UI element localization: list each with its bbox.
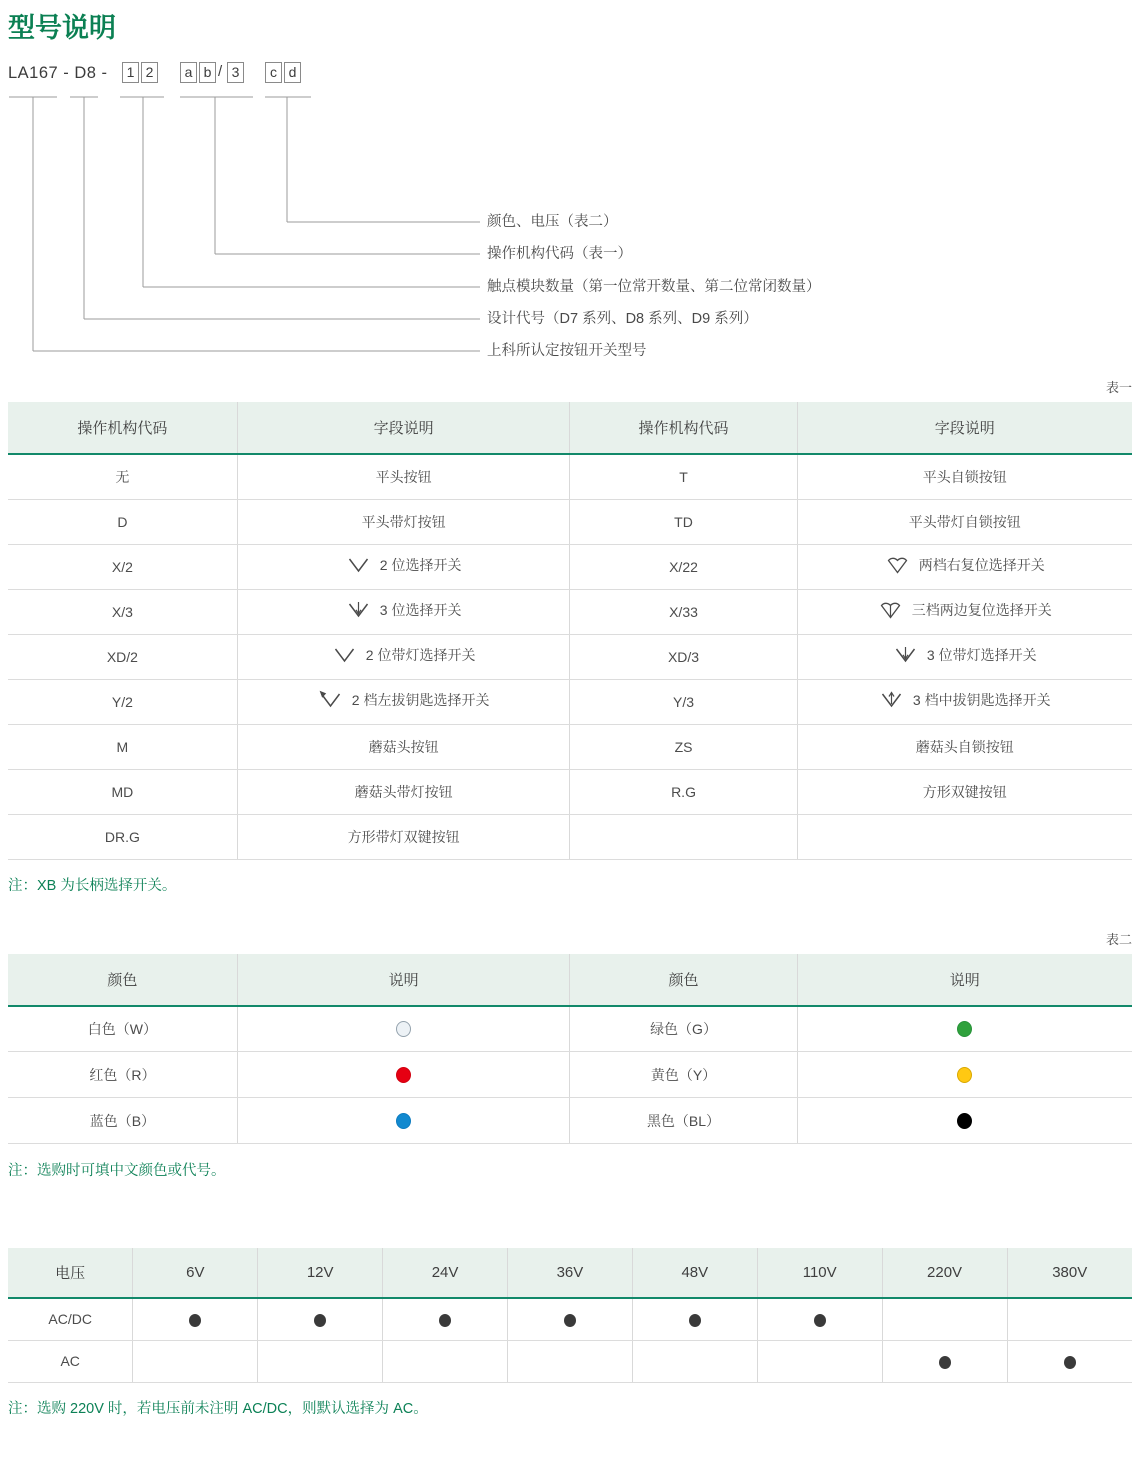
black-color-dot-icon [957,1113,972,1129]
table1-header-cell: 操作机构代码 [8,402,237,454]
field-desc-cell [797,454,1132,499]
field-desc-text: 方形双键按钮 [922,783,1007,800]
callout-operator-code: 操作机构代码（表一） [487,246,632,262]
field-desc-cell [797,724,1132,769]
table1-row [8,544,1132,589]
field-desc [362,512,446,532]
voltage-header-row [8,1248,1132,1298]
available-dot-icon [439,1314,451,1327]
table1-row [8,634,1132,679]
operator-code-cell: DR.G [8,814,237,859]
field-desc-cell [237,544,570,589]
color-name-cell: 绿色（G） [570,1006,797,1052]
available-dot-icon [314,1314,326,1327]
callout-design-code: 设计代号（D7 系列、D8 系列、D9 系列） [487,311,758,327]
voltage-availability-cell [632,1340,757,1382]
table1-row [8,679,1132,724]
voltage-availability-cell [1007,1298,1132,1340]
callout-color-voltage: 颜色、电压（表二） [487,214,618,230]
color-name-cell: 白色（W） [8,1006,237,1052]
voltage-availability-cell [508,1298,633,1340]
operator-code-table [8,402,1132,860]
field-desc [332,645,476,665]
red-color-dot-icon [396,1067,411,1083]
field-desc-cell [237,589,570,634]
field-desc [376,467,432,487]
operator-code-cell: D [8,499,237,544]
selector-2pos-icon [346,555,371,575]
field-desc [923,782,1007,802]
table1-row [8,454,1132,499]
table2-header-cell: 说明 [797,954,1132,1006]
field-desc-cell [237,814,570,859]
voltage-availability-cell [757,1340,882,1382]
table2-row [8,1052,1132,1098]
model-slash: / [218,63,223,80]
model-box-a: a [180,62,197,83]
field-desc [346,555,462,575]
voltage-header-cell: 电压 [8,1248,133,1298]
field-desc-text: 平头带灯自锁按钮 [908,513,1021,530]
field-desc-cell [797,589,1132,634]
voltage-availability-cell [882,1340,1007,1382]
color-swatch-cell [797,1098,1132,1144]
available-dot-icon [814,1314,826,1327]
blue-color-dot-icon [396,1113,411,1129]
selector-3pos-icon [346,600,371,620]
field-desc-cell [237,634,570,679]
operator-code-cell: Y/2 [8,679,237,724]
voltage-availability-cell [383,1298,508,1340]
operator-code-cell: M [8,724,237,769]
field-desc-text: 3 位带灯选择开关 [926,647,1037,663]
operator-code-cell: X/33 [570,589,797,634]
operator-code-cell: TD [570,499,797,544]
field-desc-cell [797,499,1132,544]
color-name-cell: 黄色（Y） [570,1052,797,1098]
table2-row [8,1098,1132,1144]
key-selector-3pos-icon [879,690,904,710]
page [0,12,1140,1418]
available-dot-icon [189,1314,201,1327]
voltage-row [8,1298,1132,1340]
field-desc-text: 蘑菇头自锁按钮 [915,738,1014,755]
field-desc-text: 蘑菇头带灯按钮 [354,783,453,800]
table2-tag: 表二 [1105,931,1132,947]
table2-header-cell: 说明 [237,954,570,1006]
table1-row [8,724,1132,769]
model-box-d: d [284,62,301,83]
field-desc-cell [797,634,1132,679]
table2-header-cell: 颜色 [570,954,797,1006]
voltage-table [8,1248,1132,1383]
white-color-dot-icon [396,1021,411,1037]
field-desc [318,690,490,710]
callout-contact-modules: 触点模块数量（第一位常开数量、第二位常闭数量） [487,279,821,295]
color-table [8,954,1132,1145]
field-desc [348,827,460,847]
spring-return-3pos-icon [878,600,903,620]
voltage-header-cell: 24V [383,1248,508,1298]
table2-header-cell: 颜色 [8,954,237,1006]
field-desc [885,555,1045,575]
table1-header-cell: 字段说明 [797,402,1132,454]
table1-note: 注：XB 为长柄选择开关。 [8,877,177,894]
table1-row [8,814,1132,859]
table1-row [8,769,1132,814]
selector-3pos-icon [893,645,918,665]
operator-code-cell: X/22 [570,544,797,589]
key-selector-2pos-icon [318,690,343,710]
operator-code-cell: Y/3 [570,679,797,724]
operator-code-cell [570,814,797,859]
voltage-availability-cell [882,1298,1007,1340]
field-desc [369,737,439,757]
table1-header-cell: 字段说明 [237,402,570,454]
operator-code-cell: X/3 [8,589,237,634]
operator-code-cell: MD [8,769,237,814]
field-desc-cell [237,679,570,724]
operator-code-cell: X/2 [8,544,237,589]
voltage-row [8,1340,1132,1382]
field-desc [346,600,462,620]
green-color-dot-icon [957,1021,972,1037]
voltage-header-cell: 36V [508,1248,633,1298]
voltage-header-cell: 12V [258,1248,383,1298]
table1-tag: 表一 [1105,380,1132,395]
field-desc-cell [237,499,570,544]
operator-code-cell: XD/2 [8,634,237,679]
voltage-availability-cell [508,1340,633,1382]
model-box-3: 3 [227,62,244,83]
field-desc-cell [237,454,570,499]
callout-model-name: 上科所认定按钮开关型号 [487,343,647,359]
voltage-type-cell: AC [8,1340,133,1382]
table2-header-row [8,954,1132,1006]
model-prefix: LA167 - D8 - [8,64,108,82]
color-name-cell: 蓝色（B） [8,1098,237,1144]
page-title: 型号说明 [8,13,116,43]
field-desc [916,737,1014,757]
field-desc-text: 方形带灯双键按钮 [347,828,460,845]
model-box-no: 1 [122,62,139,83]
table1-header-cell: 操作机构代码 [570,402,797,454]
voltage-availability-cell [258,1298,383,1340]
field-desc-text: 三档两边复位选择开关 [911,602,1052,618]
operator-code-cell: ZS [570,724,797,769]
field-desc-text: 3 档中拔钥匙选择开关 [912,692,1051,708]
model-number-diagram [8,56,1132,361]
selector-2pos-icon [332,645,357,665]
field-desc-cell [797,814,1132,859]
voltage-availability-cell [383,1340,508,1382]
voltage-availability-cell [632,1298,757,1340]
voltage-header-cell: 48V [632,1248,757,1298]
field-desc-text: 2 位选择开关 [379,557,462,573]
field-desc-text: 蘑菇头按钮 [368,738,439,755]
available-dot-icon [689,1314,701,1327]
voltage-type-cell: AC/DC [8,1298,133,1340]
voltage-header-cell: 110V [757,1248,882,1298]
voltage-availability-cell [133,1298,258,1340]
operator-code-cell: T [570,454,797,499]
color-swatch-cell [237,1098,570,1144]
operator-code-cell: R.G [570,769,797,814]
voltage-header-cell: 220V [882,1248,1007,1298]
table1-header-row [8,402,1132,454]
yellow-color-dot-icon [957,1067,972,1083]
table1-row [8,589,1132,634]
voltage-availability-cell [1007,1340,1132,1382]
voltage-availability-cell [757,1298,882,1340]
field-desc-text: 2 档左拔钥匙选择开关 [351,692,490,708]
voltage-header-cell: 380V [1007,1248,1132,1298]
color-name-cell: 黑色（BL） [570,1098,797,1144]
field-desc-cell [797,544,1132,589]
model-box-b: b [199,62,216,83]
field-desc-cell [797,769,1132,814]
operator-code-cell: 无 [8,454,237,499]
field-desc [879,690,1051,710]
model-box-nc: 2 [141,62,158,83]
field-desc-text: 2 位带灯选择开关 [365,647,476,663]
color-swatch-cell [797,1052,1132,1098]
field-desc [923,467,1007,487]
color-swatch-cell [237,1006,570,1052]
spring-return-2pos-icon [885,555,910,575]
field-desc-text: 平头按钮 [375,468,432,485]
voltage-note: 注：选购 220V 时，若电压前未注明 AC/DC，则默认选择为 AC。 [8,1400,428,1417]
field-desc-cell [797,679,1132,724]
field-desc-cell [237,724,570,769]
available-dot-icon [1064,1356,1076,1369]
field-desc-text: 3 位选择开关 [379,602,462,618]
field-desc-text: 平头自锁按钮 [922,468,1007,485]
field-desc [355,782,453,802]
voltage-availability-cell [133,1340,258,1382]
color-swatch-cell [797,1006,1132,1052]
available-dot-icon [564,1314,576,1327]
table1-row [8,499,1132,544]
field-desc [878,600,1052,620]
field-desc-text: 平头带灯按钮 [361,513,446,530]
available-dot-icon [939,1356,951,1369]
voltage-availability-cell [258,1340,383,1382]
color-name-cell: 红色（R） [8,1052,237,1098]
field-desc-text: 两档右复位选择开关 [918,557,1045,573]
table2-row [8,1006,1132,1052]
table2-note: 注：选购时可填中文颜色或代号。 [8,1163,226,1179]
voltage-header-cell: 6V [133,1248,258,1298]
operator-code-cell: XD/3 [570,634,797,679]
field-desc-cell [237,769,570,814]
field-desc [909,512,1021,532]
field-desc [893,645,1037,665]
color-swatch-cell [237,1052,570,1098]
model-box-c: c [265,62,282,83]
